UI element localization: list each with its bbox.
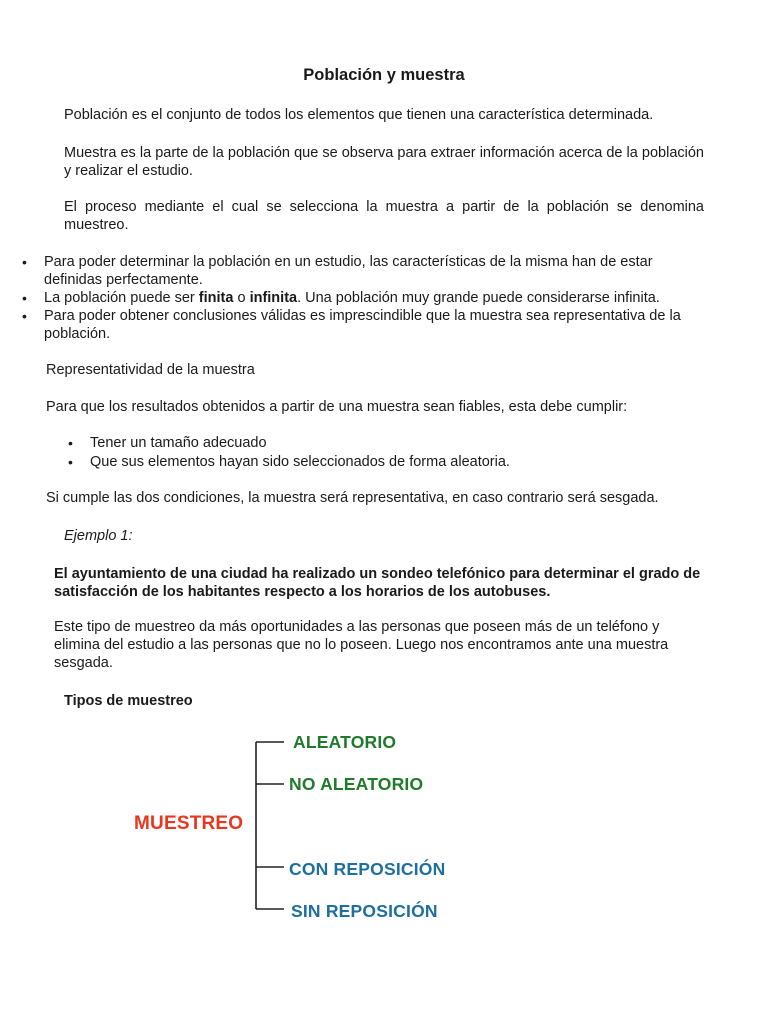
definition-muestra: Muestra es la parte de la población que se observa para extraer información acerca de la población y realizar el estudio.	[64, 145, 704, 179]
bullet-icon: •	[68, 435, 73, 451]
bullet-icon: •	[22, 308, 27, 324]
branch-no-aleatorio: NO ALEATORIO	[289, 774, 424, 794]
bullet-icon: •	[22, 290, 27, 306]
branch-aleatorio: ALEATORIO	[293, 732, 397, 752]
page-title: Población y muestra	[303, 66, 465, 84]
section-heading-tipos: Tipos de muestreo	[64, 693, 193, 709]
bullet-icon: •	[22, 254, 27, 270]
branch-con-reposicion: CON REPOSICIÓN	[289, 859, 446, 879]
representatividad-conclusion: Si cumple las dos condiciones, la muestra será representativa, en caso contrario será sesgada.	[46, 490, 659, 506]
definition-poblacion: Población es el conjunto de todos los elementos que tienen una característica determinada.	[64, 107, 654, 123]
bullet-text: Para poder obtener conclusiones válidas es imprescindible que la muestra sea representativa de la población.	[44, 308, 681, 342]
bullet-icon: •	[68, 454, 73, 470]
term-finita: finita	[198, 290, 234, 306]
term-infinita: infinita	[249, 290, 298, 306]
representatividad-intro: Para que los resultados obtenidos a partir de una muestra sean fiables, esta debe cumplir:	[46, 399, 628, 415]
branch-sin-reposicion: SIN REPOSICIÓN	[291, 901, 438, 921]
bracket-lines	[256, 742, 284, 909]
example-explanation: Este tipo de muestreo da más oportunidades a las personas que poseen más de un teléfono y elimina del estudio a las personas que no lo poseen. Luego nos encontramos ante una muestra sesgada.	[54, 619, 669, 671]
example-label: Ejemplo 1:	[64, 528, 133, 544]
text-fragment: La población puede ser	[44, 290, 199, 306]
definition-muestreo: El proceso mediante el cual se selecciona la muestra a partir de la población se denomina muestreo.	[64, 199, 704, 233]
diagram-root-label: MUESTREO	[134, 813, 244, 834]
section-heading-representatividad: Representatividad de la muestra	[46, 362, 255, 378]
example-statement: El ayuntamiento de una ciudad ha realizado un sondeo telefónico para determinar el grado de satisfacción de los habitantes respecto a los horarios de los autobuses.	[54, 566, 701, 600]
condition-text: Que sus elementos hayan sido seleccionados de forma aleatoria.	[90, 454, 510, 470]
bullet-text: Para poder determinar la población en un estudio, las características de la misma han de estar definidas perfectamente.	[44, 254, 653, 288]
condition-text: Tener un tamaño adecuado	[90, 435, 267, 451]
text-fragment: o	[233, 290, 250, 306]
text-fragment: . Una población muy grande puede considerarse infinita.	[297, 290, 660, 306]
